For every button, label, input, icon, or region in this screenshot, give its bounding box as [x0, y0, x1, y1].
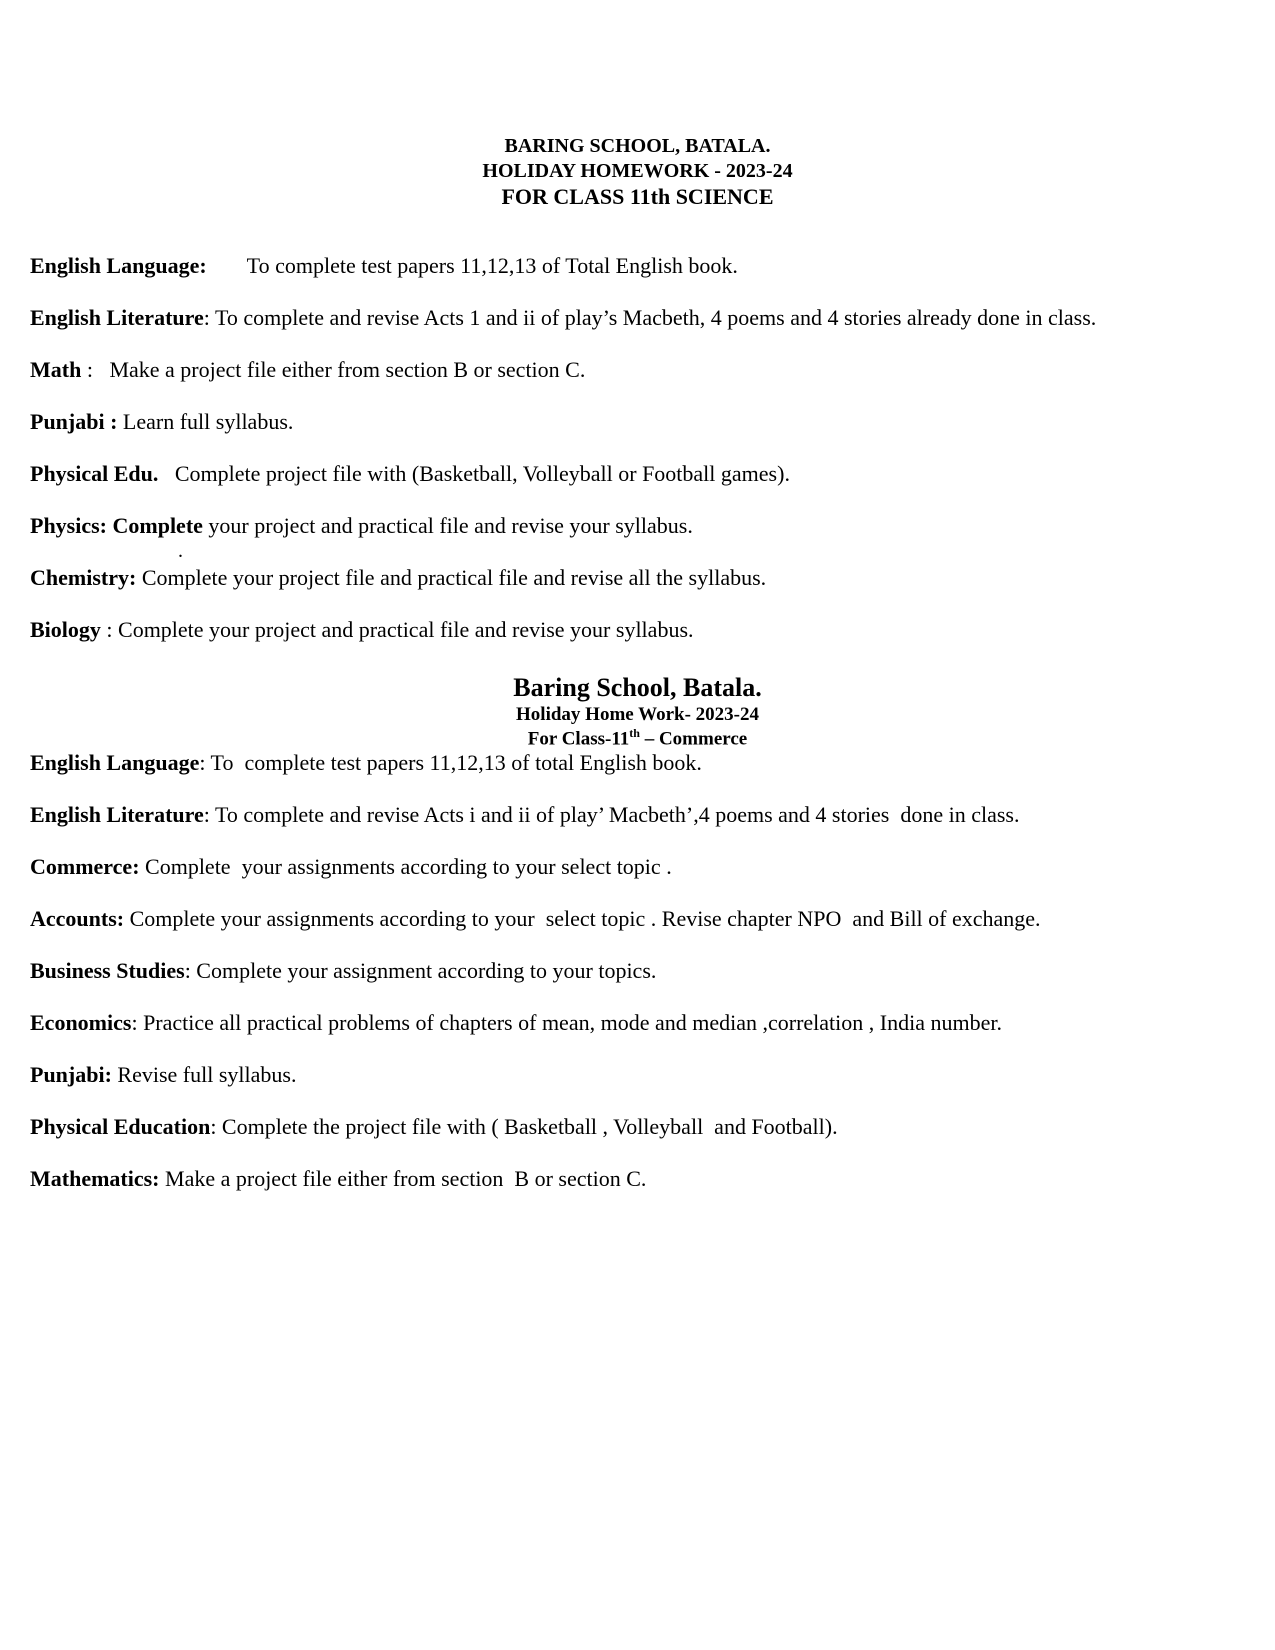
science-item-english-literature	[30, 307, 1096, 329]
science-homework-title: HOLIDAY HOMEWORK - 2023-24	[482, 160, 793, 182]
science-item-physical-edu	[30, 463, 790, 485]
item-label: Physical Edu.	[30, 461, 159, 486]
commerce-class-title	[0, 727, 1275, 748]
item-text: : To complete and revise Acts i and ii of play’ Macbeth’,4 poems and 4 stories done in class.	[203, 802, 1020, 827]
item-text: : Make a project file either from section B or section C.	[81, 357, 586, 382]
commerce-homework-title: Holiday Home Work- 2023-24	[516, 704, 759, 725]
item-text: : Complete the project file with ( Basketball , Volleyball and Football).	[210, 1114, 838, 1139]
item-label: English Language:	[30, 253, 207, 278]
item-text: Complete project file with (Basketball, Volleyball or Football games).	[158, 461, 790, 486]
commerce-item-english-language	[30, 752, 702, 774]
item-label: Punjabi:	[30, 1062, 112, 1087]
item-text: your project and practical file and revise your syllabus.	[202, 513, 693, 538]
item-text: To complete test papers 11,12,13 of Total English book.	[246, 253, 738, 278]
item-label: Commerce:	[30, 854, 140, 879]
commerce-item-mathematics	[30, 1168, 646, 1190]
item-label: English Literature	[30, 305, 204, 330]
class-title-suffix: – Commerce	[639, 728, 748, 750]
science-class-title: FOR CLASS 11th SCIENCE	[501, 184, 774, 209]
item-label: Business Studies	[30, 958, 185, 983]
science-school-title: BARING SCHOOL, BATALA.	[504, 135, 771, 157]
science-item-math	[30, 359, 585, 381]
item-text: : Complete your assignment according to your topics.	[184, 958, 657, 983]
item-label: Accounts:	[30, 906, 125, 931]
class-title-prefix: For Class-11	[527, 728, 630, 750]
commerce-item-accounts	[30, 908, 1041, 930]
science-item-english-language	[30, 255, 738, 277]
item-text: Learn full syllabus.	[117, 409, 294, 434]
item-label: Physics: Complete	[30, 513, 203, 538]
item-label: Mathematics:	[30, 1166, 160, 1191]
item-text: Complete your assignments according to your select topic . Revise chapter NPO and Bill of exchange.	[124, 906, 1041, 931]
science-item-chemistry	[30, 567, 766, 589]
item-text: : Complete your project and practical file and revise your syllabus.	[100, 617, 694, 642]
class-title-superscript: th	[629, 726, 640, 740]
item-text: Make a project file either from section B or section C.	[159, 1166, 647, 1191]
item-text: : Practice all practical problems of chapters of mean, mode and median ,correlation , India number.	[131, 1010, 1002, 1035]
commerce-item-economics	[30, 1012, 1002, 1034]
science-item-physics	[30, 515, 693, 537]
item-label: Punjabi :	[30, 409, 118, 434]
item-label: Economics	[30, 1010, 132, 1035]
commerce-item-commerce	[30, 856, 672, 878]
commerce-item-business-studies	[30, 960, 656, 982]
commerce-school-title: Baring School, Batala.	[513, 673, 762, 702]
science-item-biology	[30, 619, 694, 641]
item-label: English Literature	[30, 802, 204, 827]
science-item-punjabi	[30, 411, 293, 433]
commerce-item-english-literature	[30, 804, 1020, 826]
item-text: Complete your project file and practical file and revise all the syllabus.	[136, 565, 767, 590]
item-label: Biology	[30, 617, 101, 642]
item-label: English Language	[30, 750, 200, 775]
item-text: : To complete test papers 11,12,13 of total English book.	[199, 750, 702, 775]
item-label: Chemistry:	[30, 565, 137, 590]
item-label: Math	[30, 357, 82, 382]
commerce-item-punjabi	[30, 1064, 296, 1086]
item-text: Complete your assignments according to your select topic .	[139, 854, 672, 879]
item-label: Physical Education	[30, 1114, 211, 1139]
commerce-item-physical-education	[30, 1116, 838, 1138]
item-text: Revise full syllabus.	[111, 1062, 297, 1087]
item-text: : To complete and revise Acts 1 and ii of play’s Macbeth, 4 poems and 4 stories already done in class.	[203, 305, 1097, 330]
stray-dot: .	[178, 540, 183, 562]
